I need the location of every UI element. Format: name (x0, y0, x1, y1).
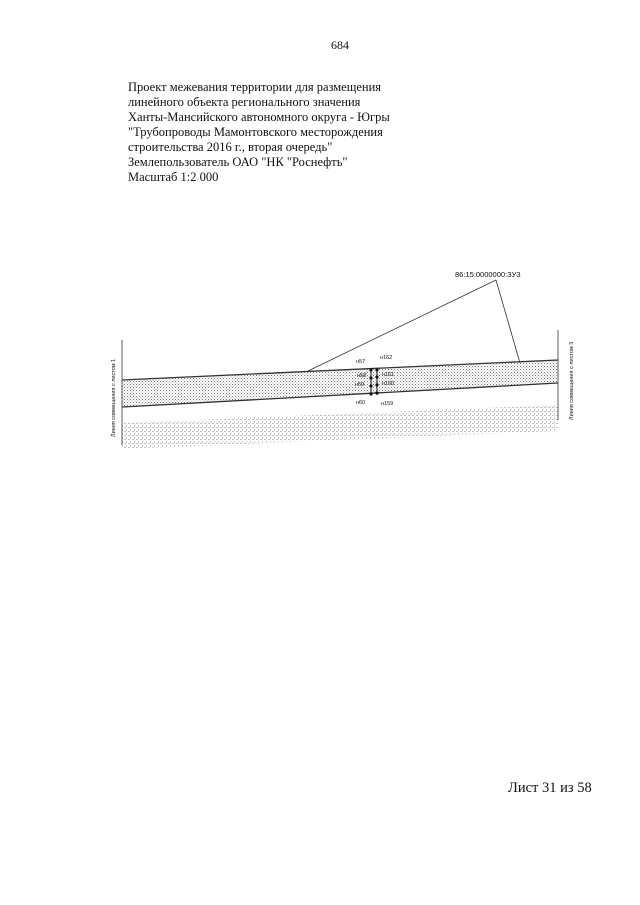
right-match-line-label: Линия совмещения с листом 3 (569, 341, 575, 420)
document-header (128, 80, 390, 185)
header-line: "Трубопроводы Мамонтовского месторождения (128, 125, 383, 139)
leader-line (308, 280, 496, 371)
page-number: 684 (331, 38, 349, 52)
header-line: Масштаб 1:2 000 (128, 170, 219, 184)
leader-line (496, 280, 520, 363)
point-label-n161: н161 (382, 372, 395, 378)
scan-artifact-band (122, 405, 558, 449)
header-line: строительства 2016 г., вторая очередь" (128, 140, 333, 154)
sheet-number: Лист 31 из 58 (508, 780, 592, 796)
header-line: Землепользователь ОАО "НК "Роснефть" (128, 155, 348, 169)
header-line: Проект межевания территории для размещения (128, 80, 382, 94)
point-label-n159: н159 (381, 401, 394, 407)
point-label-n58: н58 (357, 373, 367, 379)
point-label-n59: н59 (355, 382, 365, 388)
point-label-n57: н57 (356, 359, 366, 365)
point-label-n160: н160 (382, 381, 395, 387)
left-match-line-label: Линия совмещения с листом 1 (111, 358, 117, 437)
header-line: линейного объекта регионального значения (128, 95, 361, 109)
point-label-n60: н60 (356, 400, 366, 406)
point-label-n162: н162 (380, 355, 393, 361)
right-of-way-strip (122, 360, 558, 407)
survey-map (100, 255, 590, 465)
header-line: Ханты-Мансийского автономного округа - Югры (128, 110, 390, 124)
parcel-label: 86:15:0000000:ЗУ3 (455, 270, 521, 279)
